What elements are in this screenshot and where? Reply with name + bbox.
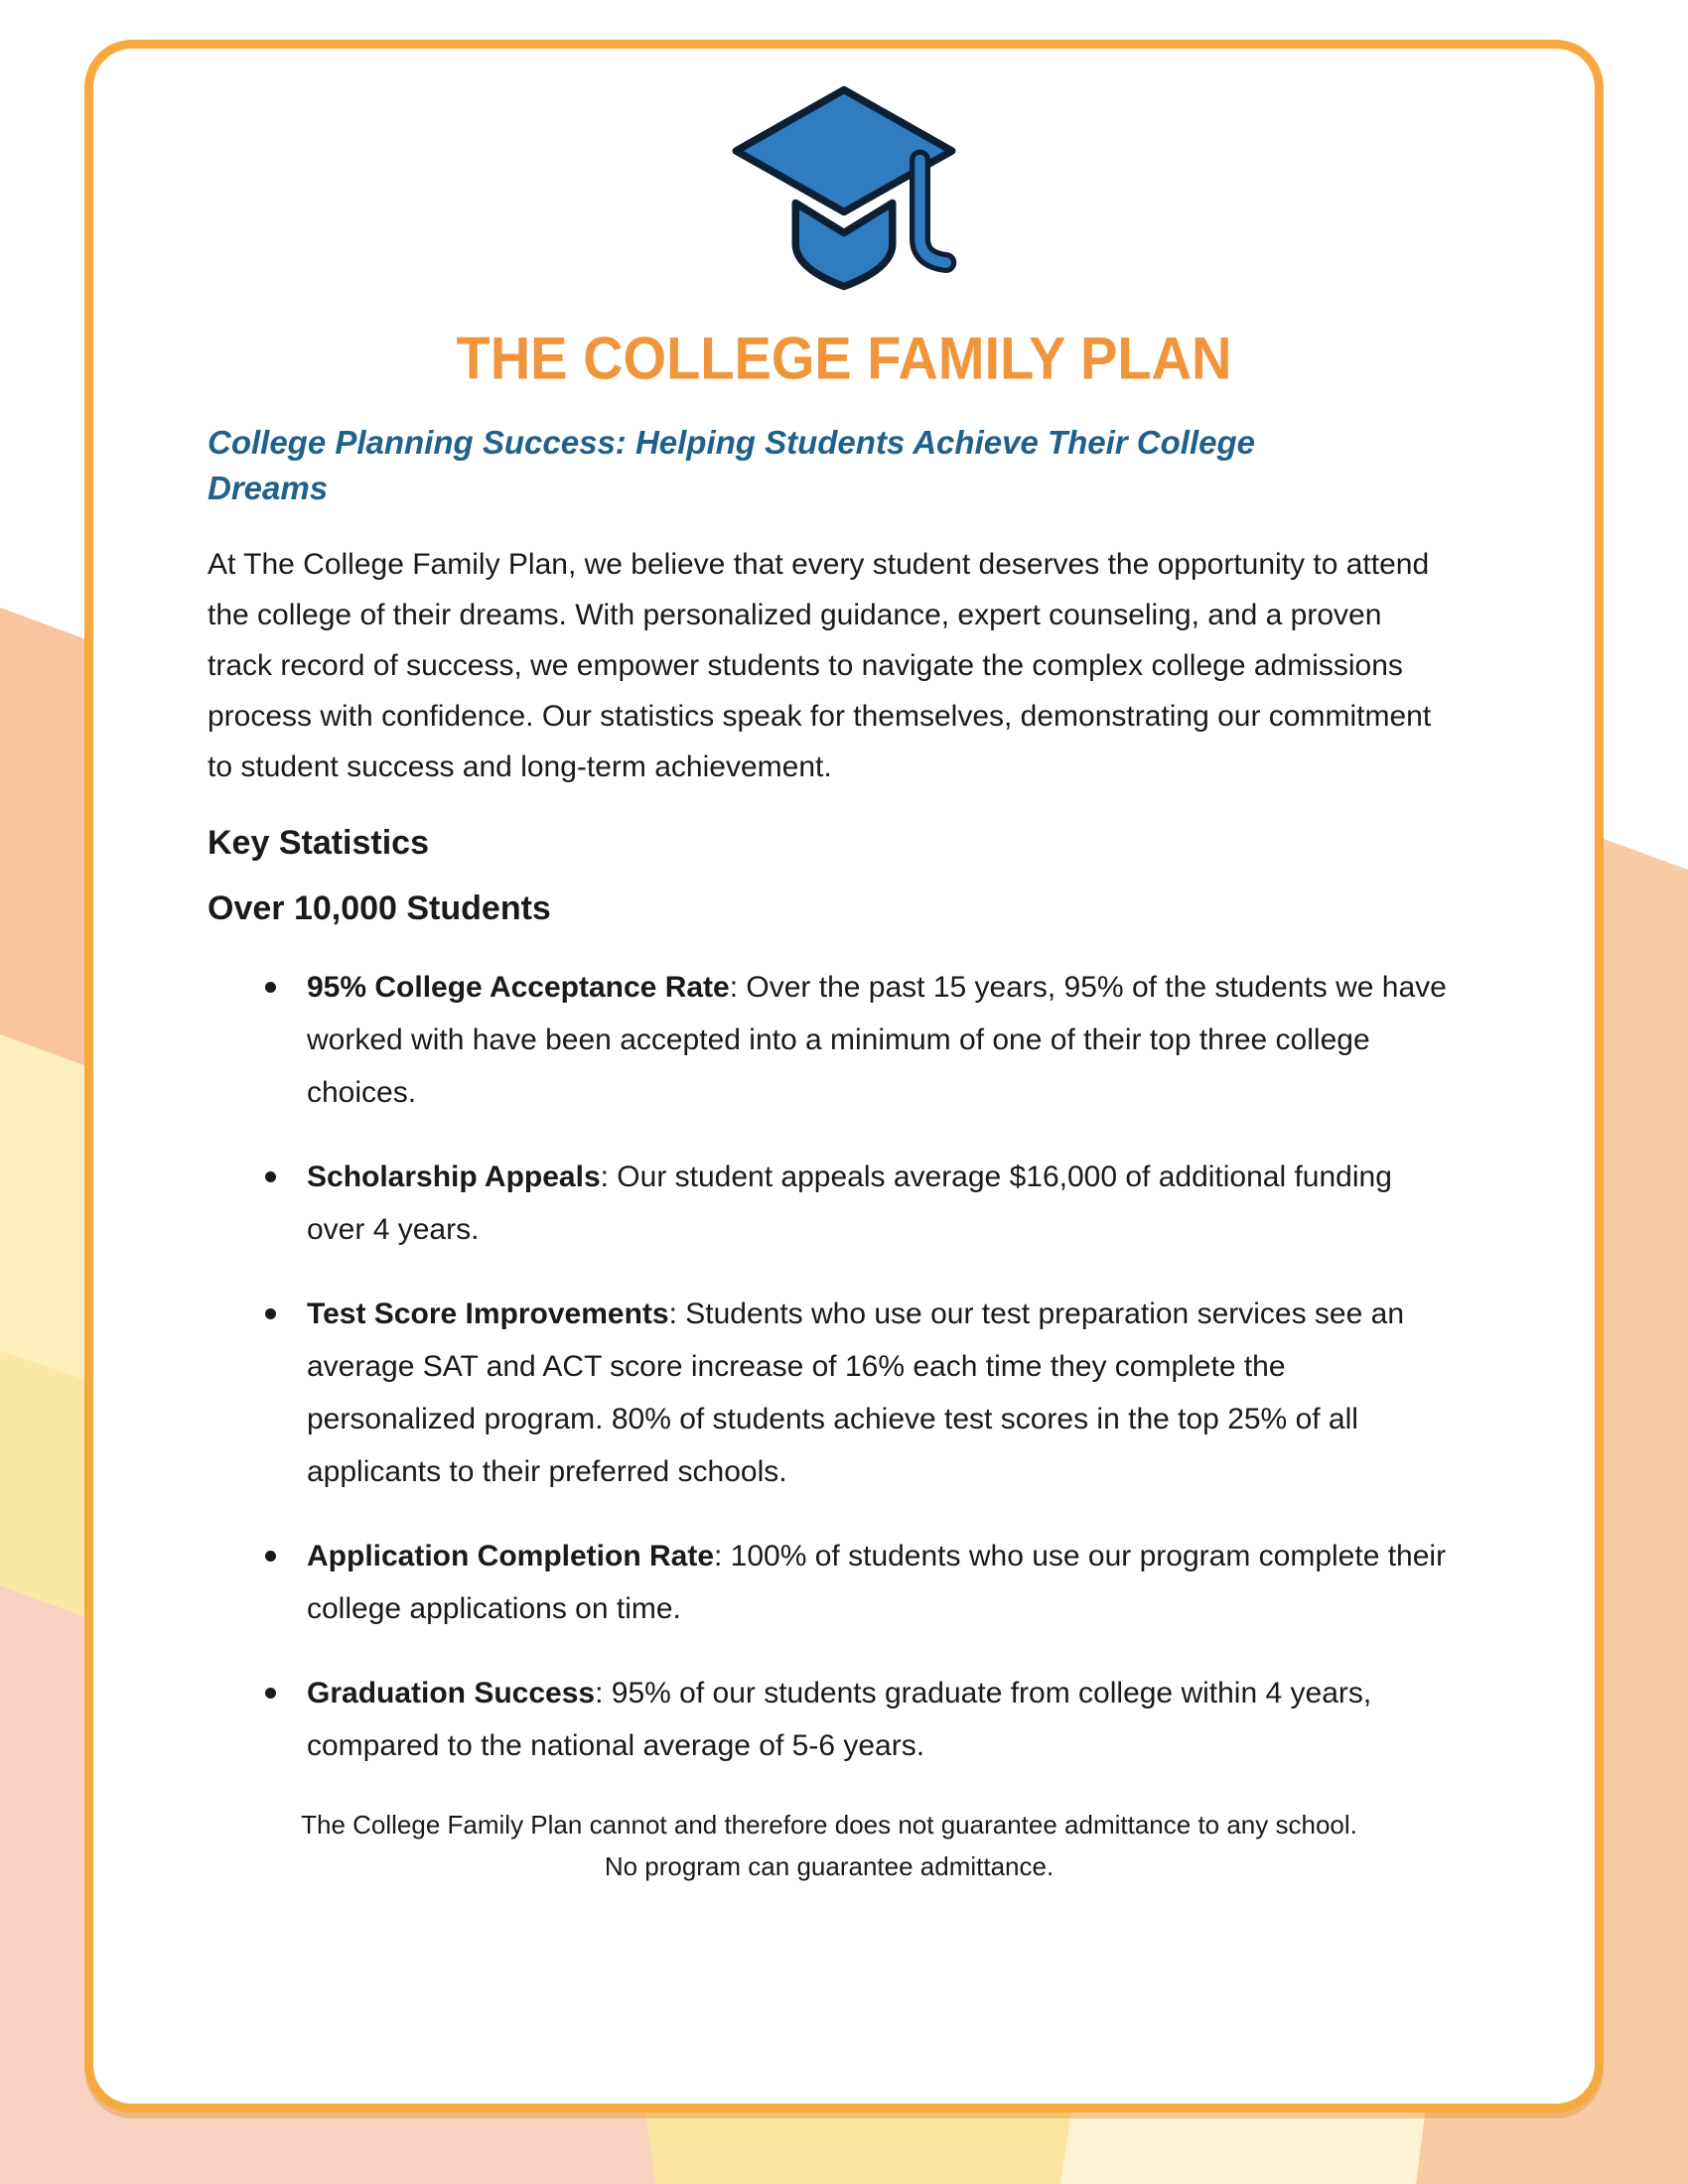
disclaimer-line2: No program can guarantee admittance. (604, 1851, 1055, 1881)
bullet-text: : 100% of students who use our program complete their college applications on time. (307, 1540, 1447, 1625)
statistics-list (208, 961, 1451, 1772)
list-item (208, 1530, 1451, 1635)
bullet-label: Application Completion Rate (307, 1540, 715, 1572)
bullet-icon (265, 982, 276, 993)
list-item (208, 1288, 1451, 1498)
section-heading: College Planning Success: Helping Students Achieve Their College Dreams (208, 424, 1256, 506)
bullet-label: Test Score Improvements (307, 1297, 669, 1330)
bullet-icon (265, 1171, 276, 1182)
bullet-label: 95% College Acceptance Rate (307, 971, 730, 1004)
key-statistics-heading: Key Statistics (208, 824, 429, 862)
logo (93, 76, 1595, 320)
disclaimer (208, 1804, 1451, 1887)
disclaimer-line1: The College Family Plan cannot and therefore does not guarantee admittance to any school. (301, 1810, 1357, 1840)
intro-paragraph: At The College Family Plan, we believe that every student deserves the opportunity to attend the college of their dreams. With personalized guidance, expert counseling, and a proven track record of success, we empower students to navigate the complex college admissions process with confidence. Our statistics speak for themselves, demonstrating our commitment to student success and long-term achievement. (208, 548, 1432, 783)
bullet-text: : Over the past 15 years, 95% of the students we have worked with have been accepted into a minimum of one of their top three college choices. (307, 971, 1447, 1109)
students-subheading: Over 10,000 Students (208, 889, 551, 927)
bullet-icon (265, 1688, 276, 1699)
list-item (208, 1667, 1451, 1772)
graduation-cap-icon (695, 76, 993, 315)
bullet-text: : Our student appeals average $16,000 of additional funding over 4 years. (307, 1160, 1392, 1246)
bullet-icon (265, 1551, 276, 1562)
list-item (208, 1151, 1451, 1256)
bullet-icon (265, 1308, 276, 1319)
bullet-label: Graduation Success (307, 1677, 596, 1709)
list-item (208, 961, 1451, 1119)
document-content (93, 420, 1595, 1887)
page-card (84, 40, 1604, 2113)
bullet-text: : Students who use our test preparation services see an average SAT and ACT score increase of 16% each time they complete the personalized program. 80% of students achieve test scores in the top 25% of all applicants to their preferred schools. (307, 1297, 1404, 1488)
brand-title: THE COLLEGE FAMILY PLAN (456, 324, 1232, 392)
bullet-label: Scholarship Appeals (307, 1160, 601, 1193)
bullet-text: : 95% of our students graduate from college within 4 years, compared to the national average of 5-6 years. (307, 1677, 1372, 1762)
